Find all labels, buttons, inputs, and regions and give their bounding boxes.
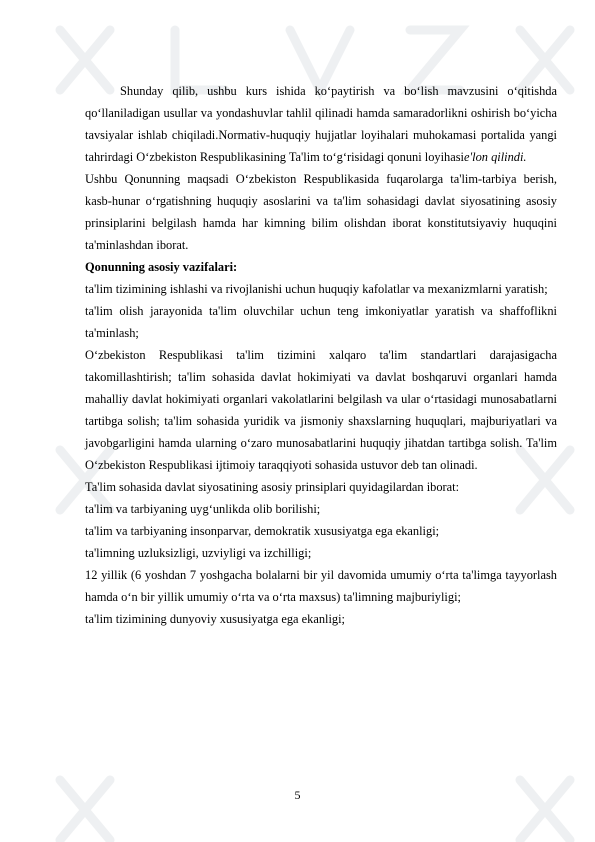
document-body [85,80,557,630]
principle-item-harmony: ta'lim va tarbiyaning uyg‘unlikda olib borilishi; [85,502,321,516]
task-item-equal-opportunities: ta'lim olish jarayonida ta'lim oluvchilar uchun teng imkoniyatlar yaratish va shaffoflikni ta'minlash; [85,304,557,340]
principle-item-continuity: ta'limning uzluksizligi, uzviyligi va izchilligi; [85,546,312,560]
principle-item-secular: ta'lim tizimining dunyoviy xususiyatga ega ekanligi; [85,612,345,626]
page-number: 5 [294,788,301,802]
principle-item-humanism: ta'lim va tarbiyaning insonparvar, demokratik xususiyatga ega ekanligi; [85,524,440,538]
intro-text: Shunday qilib, ushbu kurs ishida ko‘paytirish va bo‘lish mavzusini o‘qitishda qo‘llaniladigan usullar va yondashuvlar tahlil qilinadi hamda samaradorlikni oshirish bo‘yicha tavsiyalar ishlab chiqiladi.Normativ-huquqiy hujjatlar loyihalari muhokamasi portalida yangi tahrirdagi O‘zbekiston Respublikasining Ta'lim to‘g‘risidagi qonuni loyihasi [85,84,557,164]
law-purpose-paragraph: Ushbu Qonunning maqsadi O‘zbekiston Respublikasida fuqarolarga ta'lim-tarbiya berish, kasb-hunar o‘rgatishning huquqiy asoslarini va ta'lim sohasidagi davlat siyosatining asosiy prinsiplarini belgilash hamda har kimning bilim olishdan iborat konstitutsiyaviy huquqini ta'minlashdan iborat. [85,172,557,252]
task-item-guarantees: ta'lim tizimining ishlashi va rivojlanishi uchun huquqiy kafolatlar va mexanizmlarni yaratish; [85,282,548,296]
intro-paragraph [85,80,557,168]
task-item-improvement: O‘zbekiston Respublikasi ta'lim tizimini xalqaro ta'lim standartlari darajasigacha takomillashtirish; ta'lim sohasida davlat hokimiyati va davlat boshqaruvi organlari hamda mahalliy davlat hokimiyati organlari vakolatlarini belgilash va ular o‘rtasidagi munosabatlarni tartibga solish; ta'lim sohasida yuridik va jismoniy shaxslarning huquqlari, majburiyatlari va javobgarligini hamda ularning o‘zaro munosabatlarini huquqiy jihatdan tartibga solish. Ta'lim O‘zbekiston Respublikasi ijtimoiy taraqqiyoti sohasida ustuvor deb tan olinadi. [85,348,557,472]
intro-emphasis: e'lon qilindi. [464,150,527,164]
principle-item-compulsory: 12 yillik (6 yoshdan 7 yoshgacha bolalarni bir yil davomida umumiy o‘rta ta'limga tayyorlash hamda o‘n bir yillik umumiy o‘rta va o‘rta maxsus) ta'limning majburiyligi; [85,568,557,604]
principles-intro-paragraph: Ta'lim sohasida davlat siyosatining asosiy prinsiplari quyidagilardan iborat: [85,480,460,494]
section-heading-tasks: Qonunning asosiy vazifalari: [85,260,238,274]
